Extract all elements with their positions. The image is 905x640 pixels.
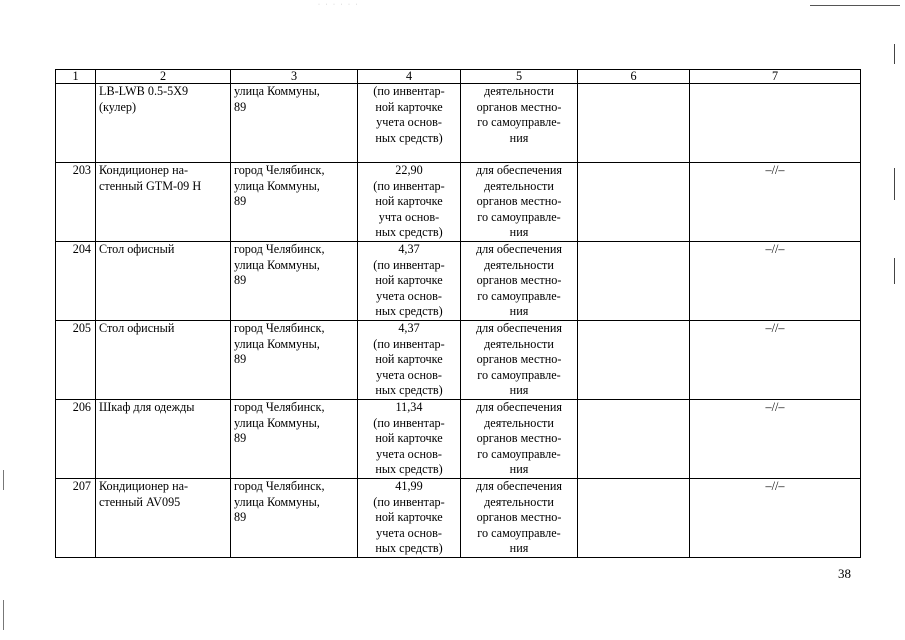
scan-edge-mark [894, 44, 895, 64]
column-7-cell [690, 84, 861, 163]
purpose-line: для обеспечения [475, 479, 562, 493]
purpose-line: для обеспечения [475, 321, 562, 335]
purpose-line: ния [509, 130, 529, 145]
address-line: улица Коммуны, [234, 178, 320, 193]
header-row [56, 70, 861, 84]
address-line: город Челябинск, [234, 163, 325, 177]
value-line: 4,37 [398, 242, 420, 256]
property-address [231, 321, 358, 400]
address-line: город Челябинск, [234, 242, 325, 256]
header-cell: 4 [358, 70, 461, 84]
value-line: ных средств) [375, 130, 443, 145]
row-number: 207 [56, 479, 96, 558]
header-cell: 3 [231, 70, 358, 84]
column-7-cell: –//– [690, 321, 861, 400]
header-cell: 5 [461, 70, 578, 84]
scan-top-line [810, 5, 900, 6]
property-name [96, 321, 231, 400]
value-line: ной карточке [375, 352, 443, 367]
row-number: 205 [56, 321, 96, 400]
header-cell: 1 [56, 70, 96, 84]
property-address [231, 400, 358, 479]
value-line: ных средств) [375, 383, 443, 398]
property-name-line: Стол офисный [99, 242, 175, 256]
property-address [231, 242, 358, 321]
address-line: 89 [234, 99, 247, 114]
row-number: 204 [56, 242, 96, 321]
purpose-line: ния [509, 462, 529, 477]
value-line: учета основ- [376, 288, 442, 303]
purpose-line: го самоуправле- [477, 288, 561, 303]
property-value [358, 84, 461, 163]
purpose-line: деятельности [484, 178, 554, 193]
purpose-line: органов местно- [476, 194, 562, 209]
value-line: (по инвентар- [373, 84, 445, 98]
property-purpose [461, 479, 578, 558]
column-7-cell: –//– [690, 242, 861, 321]
purpose-line: органов местно- [476, 99, 562, 114]
property-purpose [461, 321, 578, 400]
property-value [358, 163, 461, 242]
property-purpose [461, 163, 578, 242]
value-line: ных средств) [375, 304, 443, 319]
address-line: улица Коммуны, [234, 257, 320, 272]
header-cell: 7 [690, 70, 861, 84]
column-7-cell: –//– [690, 400, 861, 479]
property-address [231, 163, 358, 242]
property-value [358, 400, 461, 479]
purpose-line: го самоуправле- [477, 209, 561, 224]
property-name-line: Кондиционер на- [99, 479, 189, 493]
purpose-line: для обеспечения [475, 163, 562, 177]
row-number: 206 [56, 400, 96, 479]
property-name [96, 479, 231, 558]
address-line: улица Коммуны, [234, 84, 320, 98]
scan-edge-mark [894, 258, 895, 284]
address-line: 89 [234, 273, 247, 288]
value-line: ной карточке [375, 99, 443, 114]
table-row [56, 479, 861, 558]
purpose-line: ния [509, 225, 529, 240]
property-value [358, 242, 461, 321]
table-row [56, 321, 861, 400]
value-line: учета основ- [376, 115, 442, 130]
value-line: ных средств) [375, 462, 443, 477]
scan-edge-mark [3, 470, 4, 490]
value-line: (по инвентар- [373, 415, 445, 430]
property-value [358, 321, 461, 400]
scan-specks: · · · · · · [318, 2, 360, 8]
value-line: 22,90 [395, 163, 423, 177]
purpose-line: го самоуправле- [477, 525, 561, 540]
value-line: ных средств) [375, 541, 443, 556]
scan-edge-mark [3, 600, 4, 630]
row-number: 203 [56, 163, 96, 242]
column-6-cell [578, 84, 690, 163]
purpose-line: го самоуправле- [477, 115, 561, 130]
value-line: (по инвентар- [373, 494, 445, 509]
purpose-line: ния [509, 304, 529, 319]
value-line: ной карточке [375, 273, 443, 288]
value-line: учета основ- [376, 525, 442, 540]
value-line: учета основ- [376, 446, 442, 461]
property-address [231, 84, 358, 163]
purpose-line: го самоуправле- [477, 367, 561, 382]
value-line: 4,37 [398, 321, 420, 335]
property-name-line: Шкаф для одежды [99, 400, 195, 414]
purpose-line: го самоуправле- [477, 446, 561, 461]
purpose-line: для обеспечения [475, 242, 562, 256]
value-line: учета основ- [376, 367, 442, 382]
purpose-line: для обеспечения [475, 400, 562, 414]
property-purpose [461, 84, 578, 163]
property-name-line: LB-LWB 0.5-5X9 [99, 84, 189, 98]
address-line: улица Коммуны, [234, 494, 320, 509]
address-line: город Челябинск, [234, 400, 325, 414]
column-6-cell [578, 321, 690, 400]
table-row [56, 84, 861, 163]
purpose-line: деятельности [484, 494, 554, 509]
value-line: (по инвентар- [373, 178, 445, 193]
property-address [231, 479, 358, 558]
property-name-line: стенный GTM-09 H [99, 178, 202, 193]
page-number: 38 [838, 566, 851, 581]
address-line: 89 [234, 352, 247, 367]
address-line: город Челябинск, [234, 479, 325, 493]
value-line: ной карточке [375, 510, 443, 525]
address-line: улица Коммуны, [234, 415, 320, 430]
header-cell: 6 [578, 70, 690, 84]
value-line: (по инвентар- [373, 336, 445, 351]
property-name-line: (кулер) [99, 99, 137, 114]
column-6-cell [578, 242, 690, 321]
property-value [358, 479, 461, 558]
purpose-line: деятельности [484, 84, 554, 98]
purpose-line: органов местно- [476, 510, 562, 525]
purpose-line: органов местно- [476, 352, 562, 367]
address-line: город Челябинск, [234, 321, 325, 335]
scan-edge-mark [894, 168, 895, 200]
property-name [96, 163, 231, 242]
column-7-cell: –//– [690, 163, 861, 242]
property-name-line: Кондиционер на- [99, 163, 189, 177]
row-number [56, 84, 96, 163]
property-table [55, 69, 861, 558]
column-6-cell [578, 479, 690, 558]
value-line: учта основ- [378, 209, 440, 224]
table-row [56, 400, 861, 479]
value-line: (по инвентар- [373, 257, 445, 272]
address-line: 89 [234, 194, 247, 209]
column-7-cell: –//– [690, 479, 861, 558]
property-name [96, 242, 231, 321]
address-line: 89 [234, 431, 247, 446]
column-6-cell [578, 400, 690, 479]
property-name [96, 400, 231, 479]
purpose-line: органов местно- [476, 431, 562, 446]
purpose-line: ния [509, 541, 529, 556]
value-line: ной карточке [375, 431, 443, 446]
address-line: 89 [234, 510, 247, 525]
table-row [56, 242, 861, 321]
property-name-line: Стол офисный [99, 321, 175, 335]
purpose-line: деятельности [484, 257, 554, 272]
purpose-line: деятельности [484, 336, 554, 351]
table-row [56, 163, 861, 242]
address-line: улица Коммуны, [234, 336, 320, 351]
purpose-line: деятельности [484, 415, 554, 430]
property-name-line: стенный AV095 [99, 494, 181, 509]
value-line: ных средств) [375, 225, 443, 240]
property-purpose [461, 242, 578, 321]
property-name [96, 84, 231, 163]
property-purpose [461, 400, 578, 479]
header-cell: 2 [96, 70, 231, 84]
value-line: 41,99 [395, 479, 423, 493]
column-6-cell [578, 163, 690, 242]
value-line: 11,34 [395, 400, 423, 414]
purpose-line: ния [509, 383, 529, 398]
value-line: ной карточке [375, 194, 443, 209]
purpose-line: органов местно- [476, 273, 562, 288]
